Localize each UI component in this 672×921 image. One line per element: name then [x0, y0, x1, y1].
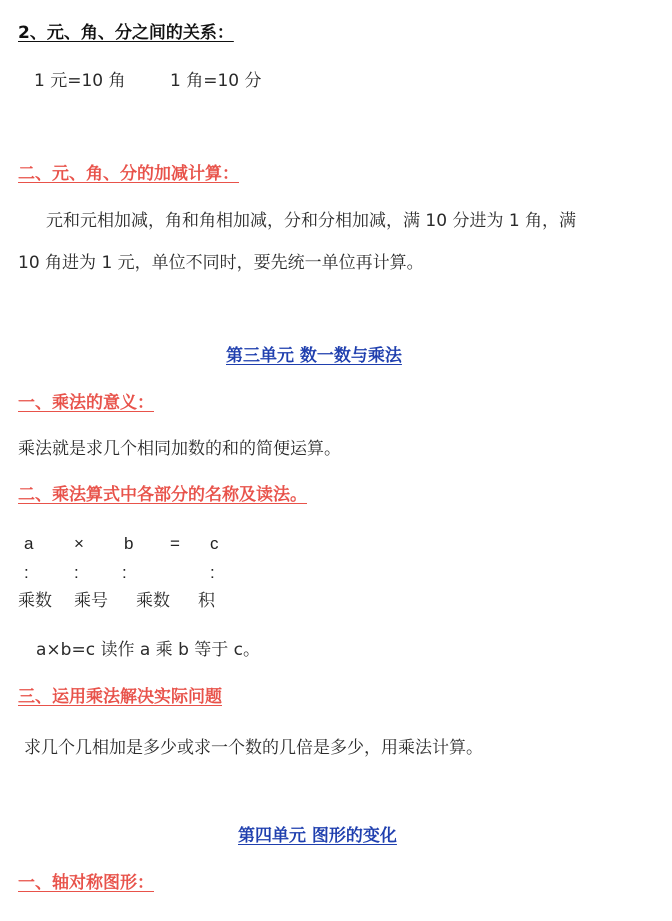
add-sub-text-line2: 10 角进为 1 元，单位不同时，要先统一单位再计算。 [18, 253, 424, 273]
apply-multiplication-text: 求几个几相加是多少或求一个数的几倍是多少，用乘法计算。 [24, 738, 483, 758]
money-relation-jiao: 1 角=10 分 [170, 71, 262, 91]
formula-equals: = [170, 534, 180, 553]
money-heading: 2、元、角、分之间的关系： [18, 23, 234, 43]
formula-term-c: c [210, 534, 219, 553]
formula-parts-heading: 二、乘法算式中各部分的名称及读法。 [18, 485, 307, 505]
money-relation-yuan: 1 元=10 角 [34, 71, 126, 91]
formula-colon-4: : [210, 563, 215, 582]
formula-term-b: b [124, 534, 134, 553]
unit4-title: 第四单元 图形的变化 [238, 826, 397, 846]
multiplication-meaning-text: 乘法就是求几个相同加数的和的简便运算。 [18, 439, 341, 459]
formula-reading: a×b=c 读作 a 乘 b 等于 c。 [36, 640, 261, 660]
formula-name-sign: 乘号 [74, 591, 108, 611]
axial-symmetry-heading: 一、轴对称图形： [18, 873, 154, 893]
add-sub-text-line1: 元和元相加减，角和角相加减，分和分相加减，满 10 分进为 1 角，满 [46, 211, 577, 231]
unit3-title: 第三单元 数一数与乘法 [226, 346, 402, 366]
formula-colon-1: : [24, 563, 29, 582]
add-sub-heading: 二、元、角、分的加减计算： [18, 164, 239, 184]
formula-colon-3: : [122, 563, 127, 582]
formula-times: × [74, 534, 84, 553]
formula-name-product: 积 [198, 591, 215, 611]
multiplication-meaning-heading: 一、乘法的意义： [18, 393, 154, 413]
apply-multiplication-heading: 三、运用乘法解决实际问题 [18, 687, 222, 707]
formula-colon-2: : [74, 563, 79, 582]
formula-name-factor-2: 乘数 [136, 591, 170, 611]
formula-term-a: a [24, 534, 34, 553]
formula-name-factor-1: 乘数 [18, 591, 52, 611]
